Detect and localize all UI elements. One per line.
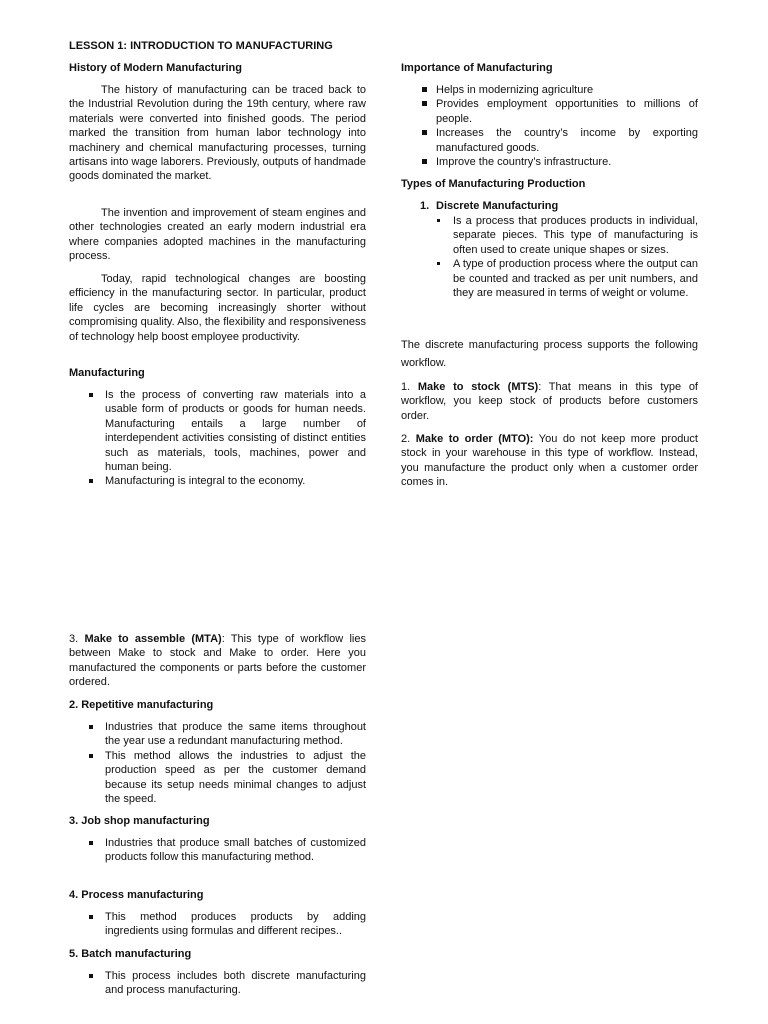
list-item: Improve the country’s infrastructure. <box>401 155 698 169</box>
list-item: This method produces products by adding ingredients using formulas and different recipes.. <box>69 910 366 939</box>
importance-heading: Importance of Manufacturing <box>401 62 553 74</box>
list-item: Manufacturing is integral to the economy. <box>69 474 366 488</box>
list-item: Helps in modernizing agriculture <box>401 83 698 97</box>
workflow-mts-text <box>401 380 698 423</box>
history-section-2 <box>69 206 366 264</box>
discrete-bullets <box>401 214 698 300</box>
importance-bullets <box>401 83 698 169</box>
list-item: Industries that produce the same items throughout the year use a redundant manufacturing method. <box>69 720 366 749</box>
history-section-3 <box>69 272 366 344</box>
list-item: Is a process that produces products in individual, separate pieces. This type of manufacturing is often used to create unique shapes or sizes. <box>401 214 698 257</box>
manufacturing-heading: Manufacturing <box>69 367 145 379</box>
workflow-mta-text <box>69 632 366 690</box>
history-paragraph-1: The history of manufacturing can be traced back to the Industrial Revolution during the 19th century, where raw materials were converted into finished goods. The period marked the transition from human labor technology into machinery and chemical manufacturing processes, turning artisans into wage laborers. Previously, outputs of handmade goods dominated the market. <box>69 84 366 183</box>
repetitive-heading: 2. Repetitive manufacturing <box>69 699 214 711</box>
list-item: Industries that produce small batches of customized products follow this manufacturing method. <box>69 836 366 865</box>
list-item: Increases the country’s income by exporting manufactured goods. <box>401 126 698 155</box>
list-item: Is the process of converting raw materials into a usable form of products or goods for human needs. Manufacturing entails a large number of interdependent activities consisting of distinct entities such as materials, tools, machines, power and human being. <box>69 388 366 474</box>
types-heading: Types of Manufacturing Production <box>401 178 586 190</box>
workflow-intro: The discrete manufacturing process supports the following workflow. <box>401 339 698 369</box>
workflow-term: Make to order (MTO): <box>415 433 534 445</box>
history-heading: History of Modern Manufacturing <box>69 62 242 74</box>
workflow-term: Make to stock (MTS) <box>417 381 539 393</box>
workflow-number: 2. <box>401 433 416 445</box>
workflow-description: : That means in this type of workflow, you keep stock of products before customers order. <box>401 381 698 422</box>
workflow-mto-text <box>401 432 698 490</box>
workflow-mto <box>401 432 698 490</box>
workflow-number: 1. <box>401 381 418 393</box>
list-item: Provides employment opportunities to millions of people. <box>401 97 698 126</box>
workflow-mta <box>69 632 366 690</box>
process-heading: 4. Process manufacturing <box>69 889 204 901</box>
discrete-number: 1. <box>420 200 430 212</box>
batch-heading: 5. Batch manufacturing <box>69 948 192 960</box>
workflow-mts <box>401 380 698 423</box>
list-item: This process includes both discrete manufacturing and process manufacturing. <box>69 969 366 998</box>
history-section <box>69 83 366 184</box>
workflow-term: Make to assemble (MTA) <box>84 633 222 645</box>
batch-bullets <box>69 969 366 998</box>
workflow-description: You do not keep more product stock in your warehouse in this type of workflow. Instead, you manufacture the product only when a customer order comes in. <box>401 433 698 489</box>
list-item: This method allows the industries to adjust the production speed as per the customer demand because its setup needs minimal changes to adjust the speed. <box>69 749 366 807</box>
history-paragraph-2: The invention and improvement of steam engines and other technologies created an early modern industrial era where companies adopted machines in the manufacturing process. <box>69 207 366 263</box>
discrete-title: Discrete Manufacturing <box>436 200 559 212</box>
workflow-intro-block <box>401 336 698 372</box>
manufacturing-bullets <box>69 388 366 489</box>
discrete-heading <box>401 199 558 213</box>
job-shop-bullets <box>69 836 366 865</box>
workflow-description: : This type of workflow lies between Make to stock and Make to order. Here you manufactured the components or parts before the customer ordered. <box>69 633 366 689</box>
repetitive-bullets <box>69 720 366 806</box>
list-item: A type of production process where the output can be counted and tracked as per unit numbers, and they are measured in terms of weight or volume. <box>401 257 698 300</box>
workflow-number: 3. <box>69 633 85 645</box>
lesson-title: LESSON 1: INTRODUCTION TO MANUFACTURING <box>69 40 333 52</box>
process-bullets <box>69 910 366 939</box>
job-shop-heading: 3. Job shop manufacturing <box>69 815 210 827</box>
history-paragraph-3: Today, rapid technological changes are boosting efficiency in the manufacturing sector. In particular, product life cycles are becoming increasingly shorter without compromising quality. Also, the flexibility and responsiveness of technology help boost employee productivity. <box>69 273 366 343</box>
